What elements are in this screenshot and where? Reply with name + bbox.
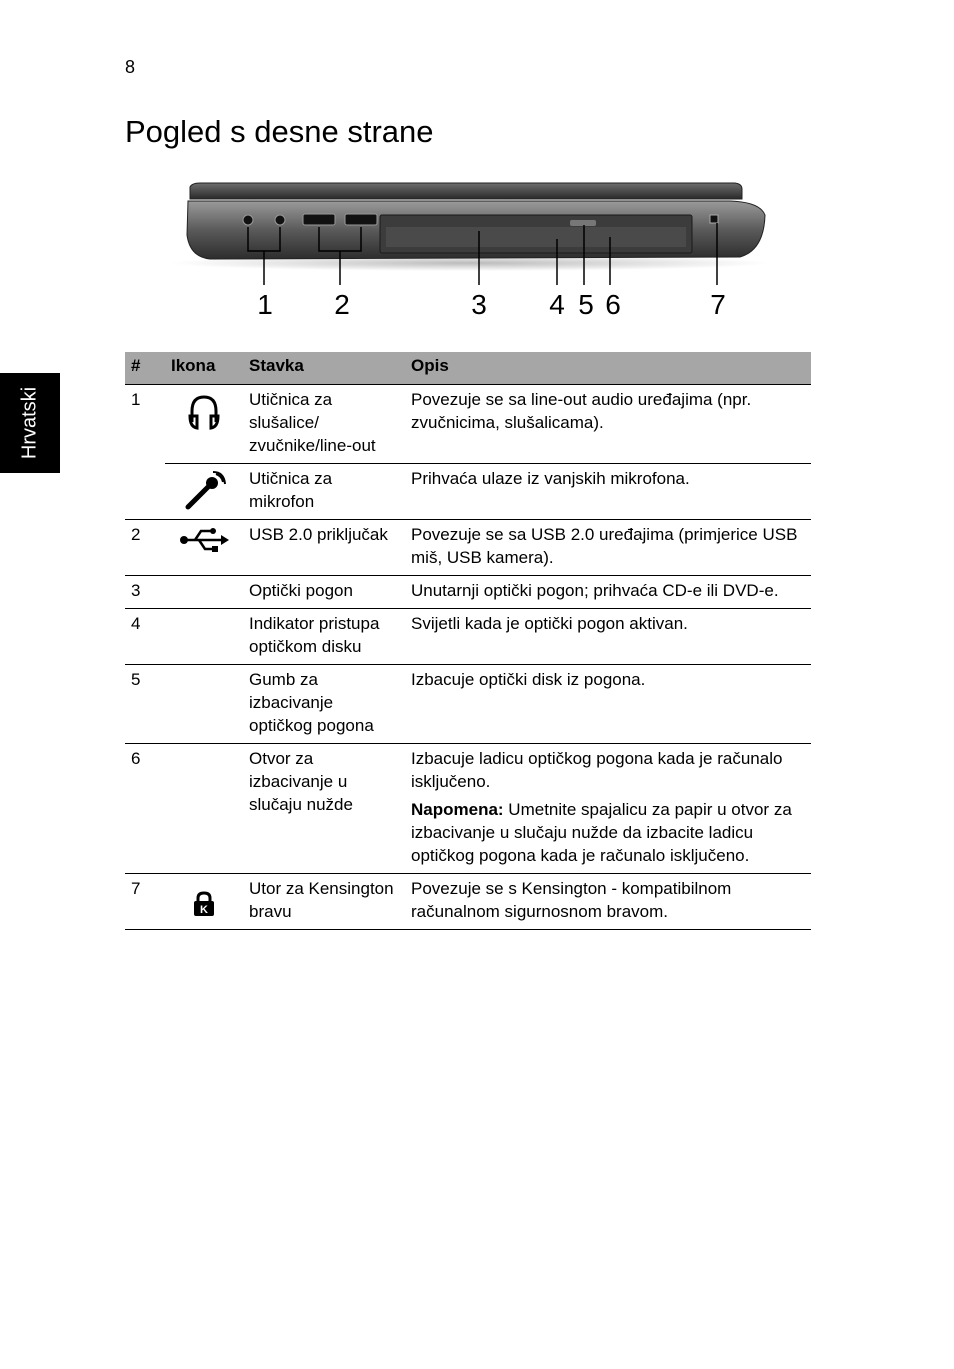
language-tab-label: Hrvatski xyxy=(18,386,41,460)
row-num: 2 xyxy=(125,520,165,576)
row-desc: Prihvaća ulaze iz vanjskih mikrofona. xyxy=(405,464,811,520)
header-icon: Ikona xyxy=(165,352,243,385)
microphone-icon xyxy=(182,471,226,511)
callout-7: 7 xyxy=(710,289,726,320)
row-num: 5 xyxy=(125,665,165,744)
row-item: Indikator pristupa optičkom disku xyxy=(243,609,405,665)
callout-6: 6 xyxy=(605,289,621,320)
row-desc: Povezuje se s Kensington - kompatibilnom računalnom sigurnosnom bravom. xyxy=(405,874,811,930)
header-num: # xyxy=(125,352,165,385)
row-desc xyxy=(405,744,811,874)
row-icon-cell xyxy=(165,576,243,609)
table-header-row xyxy=(125,352,811,385)
row-desc-text: Izbacuje ladicu optičkog pogona kada je računalo isključeno. xyxy=(411,749,783,791)
row-desc: Povezuje se sa line-out audio uređajima (npr. zvučnicima, slušalicama). xyxy=(405,385,811,464)
row-icon-cell xyxy=(165,665,243,744)
table-row xyxy=(125,665,811,744)
row-icon-cell xyxy=(165,609,243,665)
usb-icon xyxy=(179,527,229,553)
note-text: Umetnite spajalicu za papir u otvor za izbacivanje u slučaju nužde da izbacite ladicu optičkog pogona kada je računalo isključeno. xyxy=(411,800,792,865)
callout-5: 5 xyxy=(578,289,594,320)
svg-text:K: K xyxy=(200,904,208,916)
row-icon-cell xyxy=(165,464,243,520)
row-num: 3 xyxy=(125,576,165,609)
row-num: 6 xyxy=(125,744,165,874)
row-icon-cell xyxy=(165,874,243,930)
row-num: 4 xyxy=(125,609,165,665)
row-num: 1 xyxy=(125,385,165,520)
callout-4: 4 xyxy=(549,289,565,320)
kensington-lock-icon xyxy=(193,891,215,917)
row-icon-cell xyxy=(165,520,243,576)
table-row xyxy=(125,385,811,464)
row-desc: Svijetli kada je optički pogon aktivan. xyxy=(405,609,811,665)
row-icon-cell xyxy=(165,385,243,464)
page-number: 8 xyxy=(125,57,136,77)
callout-3: 3 xyxy=(471,289,487,320)
table-row xyxy=(125,464,811,520)
header-item: Stavka xyxy=(243,352,405,385)
table-row xyxy=(125,520,811,576)
row-item: Gumb za izbacivanje optičkog pogona xyxy=(243,665,405,744)
language-tab xyxy=(0,373,60,473)
row-num: 7 xyxy=(125,874,165,930)
row-icon-cell xyxy=(165,744,243,874)
page-title: Pogled s desne strane xyxy=(125,114,434,149)
headphones-icon xyxy=(187,392,221,432)
table-row xyxy=(125,874,811,930)
row-desc: Izbacuje optički disk iz pogona. xyxy=(405,665,811,744)
row-desc: Povezuje se sa USB 2.0 uređajima (primjerice USB miš, USB kamera). xyxy=(405,520,811,576)
callout-2: 2 xyxy=(334,289,350,320)
row-item: Optički pogon xyxy=(243,576,405,609)
row-item: Otvor za izbacivanje u slučaju nužde xyxy=(243,744,405,874)
row-item: USB 2.0 priključak xyxy=(243,520,405,576)
table-row xyxy=(125,744,811,874)
callout-1: 1 xyxy=(257,289,273,320)
note-label: Napomena: xyxy=(411,800,504,819)
laptop-right-side-figure xyxy=(170,175,770,325)
header-desc: Opis xyxy=(405,352,811,385)
ports-table xyxy=(125,352,811,930)
row-item: Utor za Kensington bravu xyxy=(243,874,405,930)
table-row xyxy=(125,609,811,665)
table-row xyxy=(125,576,811,609)
row-desc-note xyxy=(411,798,805,867)
row-item: Utičnica za mikrofon xyxy=(243,464,405,520)
row-desc: Unutarnji optički pogon; prihvaća CD-e ili DVD-e. xyxy=(405,576,811,609)
row-item: Utičnica za slušalice/ zvučnike/line-out xyxy=(243,385,405,464)
